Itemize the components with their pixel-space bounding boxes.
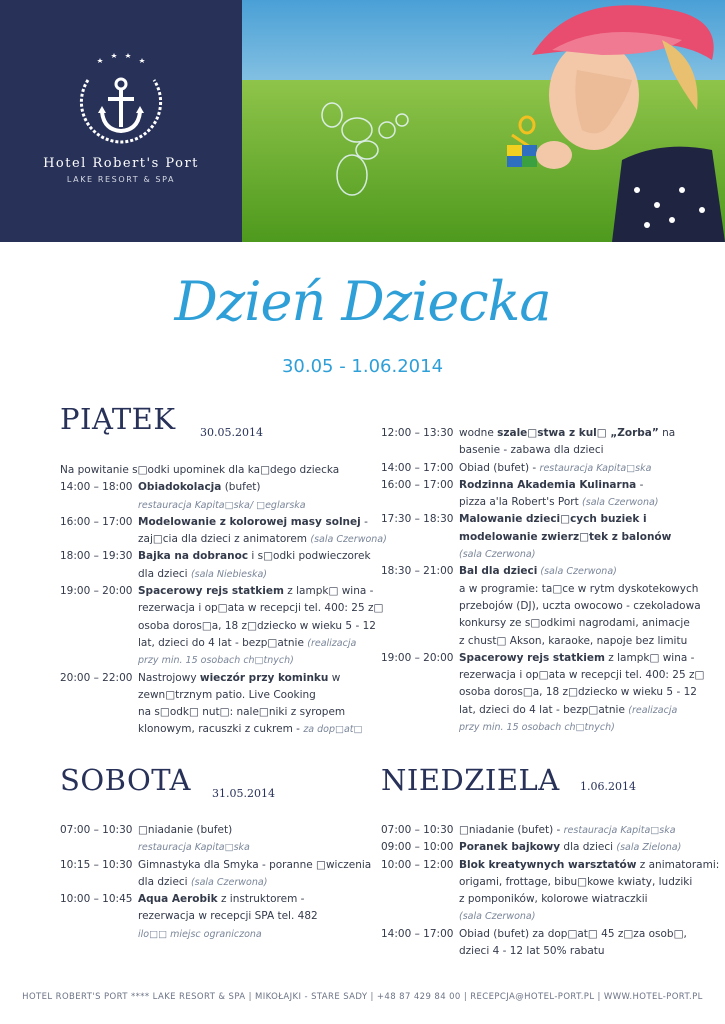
day-heading-saturday: SOBOTA xyxy=(60,763,191,797)
schedule-text: lat, dzieci do 4 lat - bezp□atnie xyxy=(459,703,629,716)
schedule-description xyxy=(138,822,365,839)
schedule-text: (bufet) xyxy=(221,481,261,494)
schedule-time: 09:00 – 10:00 xyxy=(381,841,454,854)
schedule-description xyxy=(138,926,365,943)
schedule-description xyxy=(459,442,701,459)
schedule-row xyxy=(381,460,701,477)
schedule-note: ilo□□ miejsc ograniczona xyxy=(138,928,262,940)
schedule-row xyxy=(381,598,701,615)
schedule-time: 07:00 – 10:30 xyxy=(60,824,133,836)
schedule-text: z animatorami: xyxy=(636,858,720,871)
schedule-description xyxy=(138,891,365,908)
schedule-time xyxy=(60,600,138,617)
footer-contact: HOTEL ROBERT'S PORT **** LAKE RESORT & SPA | MIKOŁAJKI - STARE SADY | +48 87 429 84 00 | RECEPCJA@HOTEL-PORT.PL | WWW.HOTEL-PORT.PL xyxy=(22,992,703,1002)
schedule-description xyxy=(138,857,371,874)
schedule-description xyxy=(138,497,365,514)
schedule-row xyxy=(381,546,701,563)
brand-subtitle: LAKE RESORT & SPA xyxy=(66,175,176,184)
schedule-row xyxy=(381,615,701,632)
schedule-text: pizza a'la Robert's Port xyxy=(459,496,583,509)
schedule-row xyxy=(381,667,705,684)
schedule-time: 20:00 – 22:00 xyxy=(60,671,133,684)
schedule-row xyxy=(60,479,365,496)
schedule-note: (sala Czerwona) xyxy=(537,566,617,578)
schedule-highlight: wieczór przy kominku xyxy=(199,671,329,684)
schedule-description xyxy=(138,721,365,738)
schedule-note: przy min. 15 osobach ch□tnych) xyxy=(459,722,615,734)
schedule-description xyxy=(459,546,701,563)
schedule-description xyxy=(138,600,383,617)
schedule-note: restauracja Kapita□ska xyxy=(563,825,676,836)
schedule-row xyxy=(60,839,365,856)
schedule-row xyxy=(60,566,365,583)
schedule-text: konkursy ze s□odkimi nagrodami, animacje xyxy=(459,617,690,630)
day-date-saturday: 31.05.2014 xyxy=(212,787,275,800)
schedule-text: basenie - zabawa dla dzieci xyxy=(459,444,604,457)
schedule-time: 14:00 – 17:00 xyxy=(381,927,454,940)
schedule-time: 12:00 – 13:30 xyxy=(381,427,454,439)
schedule-text: przebojów (DJ), uczta owocowo - czekoladowa xyxy=(459,599,701,612)
schedule-description xyxy=(459,494,701,511)
schedule-row xyxy=(60,908,365,925)
schedule-row xyxy=(381,891,701,908)
schedule-highlight: Rodzinna Akademia Kulinarna xyxy=(459,478,637,491)
schedule-text: Nastrojowy xyxy=(138,671,200,684)
schedule-note: (sala Niebieska) xyxy=(190,568,267,580)
schedule-description xyxy=(138,635,365,652)
schedule-time xyxy=(381,667,459,684)
schedule-row xyxy=(60,704,365,721)
schedule-time xyxy=(381,874,459,891)
schedule-row xyxy=(381,926,701,943)
schedule-highlight: Modelowanie z kolorowej masy solnej xyxy=(138,515,361,528)
schedule-time xyxy=(381,633,459,650)
schedule-highlight: Aqua Aerobik xyxy=(138,893,218,906)
schedule-text: rezerwacja i op□ata w recepcji tel. 400: 25 z□ xyxy=(459,669,705,682)
schedule-time xyxy=(381,581,459,598)
schedule-row xyxy=(381,563,701,580)
schedule-description xyxy=(138,548,371,565)
schedule-highlight: Blok kreatywnych warsztatów xyxy=(459,858,637,871)
schedule-row xyxy=(381,650,701,667)
schedule-time: 19:00 – 20:00 xyxy=(60,585,133,598)
schedule-text: rezerwacja i op□ata w recepcji tel. 400: 25 z□ xyxy=(138,602,384,615)
schedule-note: przy min. 15 osobach ch□tnych) xyxy=(138,655,294,667)
schedule-description xyxy=(459,926,701,943)
schedule-time xyxy=(381,494,459,511)
schedule-row xyxy=(381,839,701,856)
schedule-row xyxy=(381,874,701,891)
schedule-time: 17:30 – 18:30 xyxy=(381,513,454,526)
schedule-highlight: modelowanie zwierz□tek z balonów xyxy=(459,530,672,543)
brand-name: Hotel Robert's Port xyxy=(43,156,199,171)
schedule-text: □niadanie (bufet) - xyxy=(459,824,564,836)
header-banner xyxy=(0,0,725,242)
schedule-time xyxy=(60,497,138,514)
schedule-row xyxy=(60,618,376,635)
schedule-highlight: Bajka na dobranoc xyxy=(138,550,249,563)
schedule-note: (sala Zielona) xyxy=(616,842,682,854)
schedule-highlight: Poranek bajkowy xyxy=(459,841,561,854)
schedule-row xyxy=(60,891,365,908)
schedule-highlight: szale□stwa z kul□ „Zorba” xyxy=(497,427,659,439)
schedule-description xyxy=(459,633,701,650)
schedule-description xyxy=(138,566,365,583)
schedule-text: na s□odk□ nut□: nale□niki z syropem xyxy=(138,706,346,719)
schedule-time: 19:00 – 20:00 xyxy=(381,651,454,664)
schedule-description xyxy=(138,514,368,531)
schedule-time: 16:00 – 17:00 xyxy=(60,515,133,528)
schedule-time xyxy=(60,704,138,721)
schedule-time xyxy=(381,546,459,563)
schedule-time xyxy=(381,598,459,615)
schedule-row xyxy=(381,494,701,511)
friday-schedule-continued xyxy=(381,425,705,736)
event-date-range: 30.05 - 1.06.2014 xyxy=(281,356,444,377)
schedule-text: klonowym, racuszki z cukrem - xyxy=(138,723,304,736)
schedule-time xyxy=(381,529,459,546)
schedule-time xyxy=(381,702,459,719)
schedule-row xyxy=(381,511,701,528)
schedule-text: z chust□ Akson, karaoke, napoje bez limitu xyxy=(459,634,688,647)
day-date-sunday: 1.06.2014 xyxy=(580,780,636,793)
schedule-time xyxy=(381,891,459,908)
schedule-note: (sala Czerwona) xyxy=(582,497,659,509)
schedule-row xyxy=(381,822,701,839)
friday-intro: Na powitanie s□odki upominek dla ka□dego dziecka xyxy=(60,464,340,476)
schedule-description xyxy=(459,719,701,736)
schedule-row xyxy=(381,857,720,874)
schedule-text: dla dzieci xyxy=(560,841,617,854)
schedule-time xyxy=(381,684,459,701)
schedule-text: z pomponików, kolorowe wiatraczkii xyxy=(459,893,648,906)
day-date-friday: 30.05.2014 xyxy=(200,426,263,439)
schedule-text: zewn□trznym patio. Live Cooking xyxy=(138,688,316,701)
schedule-text: dla dzieci xyxy=(138,567,191,580)
schedule-description xyxy=(459,857,719,874)
saturday-schedule xyxy=(60,822,372,943)
day-heading-friday: PIĄTEK xyxy=(60,402,176,436)
schedule-description xyxy=(459,529,701,546)
schedule-description xyxy=(459,874,701,891)
schedule-text: Gimnastyka dla Smyka - poranne □wiczenia xyxy=(138,858,372,871)
schedule-description xyxy=(138,531,387,548)
schedule-text: □niadanie (bufet) xyxy=(138,824,233,836)
friday-cont-rows xyxy=(381,425,705,736)
schedule-description xyxy=(138,908,365,925)
schedule-time xyxy=(60,531,138,548)
schedule-description xyxy=(459,684,701,701)
girl-blowing-bubbles-photo xyxy=(242,0,725,242)
schedule-row xyxy=(60,857,372,874)
sunday-schedule xyxy=(381,822,720,960)
schedule-row xyxy=(60,926,365,943)
schedule-time: 10:00 – 10:45 xyxy=(60,893,133,906)
schedule-text: dzieci 4 - 12 lat 50% rabatu xyxy=(459,945,605,958)
schedule-text: lat, dzieci do 4 lat - bezp□atnie xyxy=(138,636,308,649)
schedule-row xyxy=(60,531,387,548)
schedule-time xyxy=(60,874,138,891)
schedule-highlight: Spacerowy rejs statkiem xyxy=(138,585,284,598)
schedule-row xyxy=(381,684,701,701)
schedule-description xyxy=(138,479,365,496)
schedule-description xyxy=(459,908,701,925)
schedule-note: (realizacja xyxy=(307,637,357,649)
schedule-row xyxy=(60,874,365,891)
schedule-time xyxy=(381,719,459,736)
schedule-description xyxy=(138,874,365,891)
schedule-text: w xyxy=(328,671,341,684)
schedule-description xyxy=(138,618,376,635)
schedule-time: 10:15 – 10:30 xyxy=(60,858,133,871)
schedule-description xyxy=(459,891,701,908)
schedule-text: rezerwacja w recepcji SPA tel. 482 xyxy=(138,910,318,923)
schedule-text: Obiad (bufet) za dop□at□ 45 z□za osob□, xyxy=(459,927,687,940)
schedule-row xyxy=(60,652,365,669)
schedule-time xyxy=(60,618,138,635)
schedule-time xyxy=(60,839,138,856)
schedule-time xyxy=(60,926,138,943)
schedule-row xyxy=(60,670,365,687)
schedule-note: (sala Czerwona) xyxy=(190,876,268,888)
schedule-description xyxy=(459,598,701,615)
schedule-description xyxy=(459,667,704,684)
friday-rows xyxy=(60,479,387,738)
schedule-time xyxy=(60,687,138,704)
schedule-text: z lampk□ wina - xyxy=(604,651,695,664)
schedule-description xyxy=(138,583,373,600)
schedule-text: osoba doros□a, 18 z□dziecko w wieku 5 - 12 xyxy=(138,619,376,632)
schedule-time: 14:00 – 18:00 xyxy=(60,481,133,494)
schedule-description xyxy=(138,670,365,687)
schedule-row xyxy=(381,425,701,442)
saturday-rows xyxy=(60,822,372,943)
schedule-description xyxy=(459,563,701,580)
schedule-description xyxy=(459,650,701,667)
schedule-highlight: Bal dla dzieci xyxy=(459,565,538,578)
schedule-text: na xyxy=(658,427,676,439)
schedule-time xyxy=(60,908,138,925)
anchor-logo-icon xyxy=(0,0,242,150)
schedule-description xyxy=(459,460,701,477)
schedule-row xyxy=(60,721,365,738)
schedule-text: z lampk□ wina - xyxy=(283,585,374,598)
schedule-row xyxy=(60,514,368,531)
schedule-description xyxy=(138,652,365,669)
schedule-text: a w programie: ta□ce w rytm dyskotekowych xyxy=(459,582,699,595)
schedule-row xyxy=(381,943,701,960)
schedule-row xyxy=(60,497,365,514)
event-title: Dzień Dziecka xyxy=(174,270,551,333)
schedule-row xyxy=(60,687,365,704)
schedule-time: 16:00 – 17:00 xyxy=(381,478,454,491)
schedule-description xyxy=(459,839,701,856)
schedule-row xyxy=(381,581,701,598)
schedule-note: (sala Czerwona) xyxy=(459,911,536,923)
schedule-time xyxy=(381,908,459,925)
schedule-time: 10:00 – 12:00 xyxy=(381,858,454,871)
sunday-rows xyxy=(381,822,720,960)
schedule-time xyxy=(381,943,459,960)
schedule-time: 07:00 – 10:30 xyxy=(381,824,454,836)
schedule-description xyxy=(138,687,365,704)
schedule-description xyxy=(459,511,701,528)
schedule-note: restauracja Kapita□ska xyxy=(138,842,250,854)
schedule-description xyxy=(459,615,701,632)
schedule-row xyxy=(381,477,701,494)
schedule-time: 18:30 – 21:00 xyxy=(381,565,454,578)
schedule-row xyxy=(60,583,374,600)
schedule-text: Obiad (bufet) - xyxy=(459,461,540,474)
schedule-row xyxy=(381,529,701,546)
schedule-time: 14:00 – 17:00 xyxy=(381,461,454,474)
schedule-row xyxy=(381,702,701,719)
schedule-text: osoba doros□a, 18 z□dziecko w wieku 5 - 12 xyxy=(459,686,697,699)
schedule-time xyxy=(381,442,459,459)
schedule-time xyxy=(60,652,138,669)
schedule-text: - xyxy=(636,478,644,491)
schedule-time xyxy=(381,615,459,632)
schedule-row xyxy=(381,719,701,736)
schedule-row xyxy=(60,548,371,565)
schedule-text: origami, frottage, bibu□kowe kwiaty, ludziki xyxy=(459,875,693,888)
schedule-time xyxy=(60,566,138,583)
schedule-row xyxy=(60,635,365,652)
schedule-row xyxy=(60,600,384,617)
schedule-note: restauracja Kapita□ska xyxy=(539,462,652,474)
schedule-text: dla dzieci xyxy=(138,875,191,888)
schedule-text: z instruktorem - xyxy=(217,893,305,906)
schedule-note: restauracja Kapita□ska/ □eglarska xyxy=(138,499,306,511)
schedule-note: za dop□at□ xyxy=(303,724,363,736)
schedule-note: (sala Czerwona) xyxy=(459,549,536,561)
schedule-time xyxy=(60,721,138,738)
schedule-highlight: Malowanie dzieci□cych buziek i xyxy=(459,513,647,526)
schedule-text: wodne xyxy=(459,427,498,439)
schedule-row xyxy=(381,442,701,459)
schedule-text: zaj□cia dla dzieci z animatorem xyxy=(138,533,311,546)
schedule-row xyxy=(60,822,365,839)
schedule-description xyxy=(459,702,701,719)
friday-schedule xyxy=(60,462,387,739)
logo-panel xyxy=(0,0,242,242)
day-heading-sunday: NIEDZIELA xyxy=(381,763,560,797)
schedule-text: - xyxy=(360,515,368,528)
schedule-description xyxy=(459,425,701,442)
schedule-description xyxy=(459,822,701,839)
schedule-time: 18:00 – 19:30 xyxy=(60,550,133,563)
schedule-description xyxy=(459,477,701,494)
schedule-time xyxy=(60,635,138,652)
schedule-highlight: Spacerowy rejs statkiem xyxy=(459,651,605,664)
schedule-row xyxy=(381,908,701,925)
schedule-note: (sala Czerwona) xyxy=(310,534,387,546)
schedule-highlight: Obiadokolacja xyxy=(138,481,222,494)
schedule-row xyxy=(381,633,701,650)
schedule-description xyxy=(138,839,365,856)
schedule-note: (realizacja xyxy=(628,704,678,716)
schedule-description xyxy=(459,943,701,960)
schedule-description xyxy=(138,704,365,721)
schedule-description xyxy=(459,581,701,598)
schedule-text: i s□odki podwieczorek xyxy=(248,550,371,563)
